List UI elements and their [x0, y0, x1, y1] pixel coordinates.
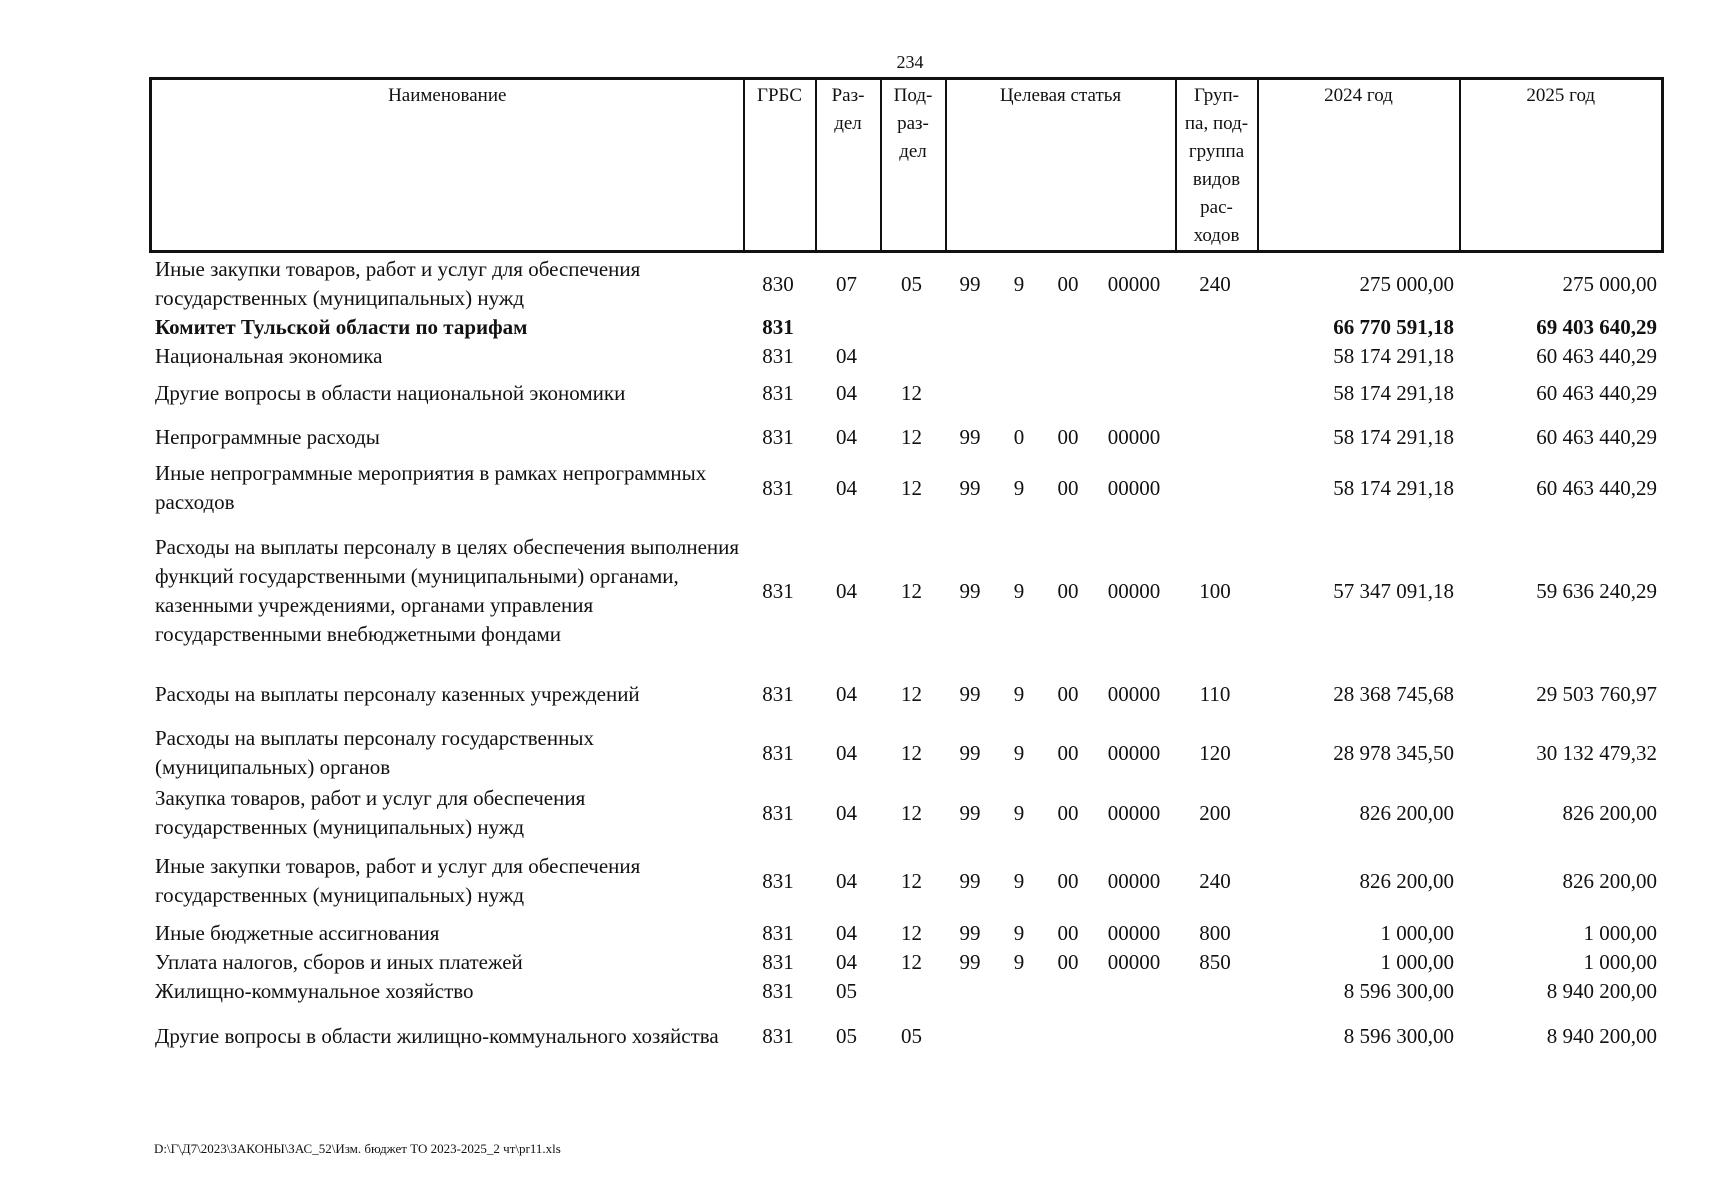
- row-name: Иные бюджетные ассигнования: [155, 921, 440, 945]
- row-amount-2024: 28 368 745,68: [1333, 681, 1454, 706]
- header-grbs: ГРБС: [744, 79, 816, 252]
- row-expense-group: 100: [1199, 578, 1231, 603]
- row-expense-group: [1174, 977, 1256, 1006]
- row-target-direction: 00000: [1107, 740, 1161, 765]
- row-target-program: [944, 371, 996, 415]
- row-target-program: [944, 313, 996, 342]
- row-target-main: 00: [1057, 681, 1079, 706]
- row-target-type: [996, 342, 1042, 371]
- row-amount-2025: 1 000,00: [1583, 950, 1657, 974]
- row-podrazdel: [879, 342, 944, 371]
- row-target-type: 9: [1013, 578, 1025, 603]
- row-name: Другие вопросы в области национальной экономики: [155, 380, 626, 405]
- row-target-main: 00: [1057, 578, 1079, 603]
- row-target-program: [944, 342, 996, 371]
- row-name: Расходы на выплаты персоналу в целях обеспечения выполнения функций государственными (муниципальными) органами, казенными учреждениями, органами управления государственными внебюджетными фондами: [155, 535, 740, 646]
- row-razdel: 04: [836, 800, 857, 825]
- row-podrazdel: 12: [901, 800, 922, 825]
- row-amount-2024: 1 000,00: [1380, 921, 1454, 945]
- row-podrazdel: 12: [901, 950, 922, 974]
- row-amount-2025: 275 000,00: [1562, 271, 1657, 296]
- row-grbs: 831: [762, 475, 794, 500]
- row-target-main: 00: [1057, 950, 1079, 974]
- row-name: Иные непрограммные мероприятия в рамках непрограммных расходов: [155, 461, 707, 514]
- row-name: Комитет Тульской области по тарифам: [155, 315, 528, 339]
- row-name: Жилищно-коммунальное хозяйство: [155, 979, 474, 1003]
- row-expense-group: 110: [1199, 681, 1231, 706]
- table-row: [149, 255, 1661, 313]
- row-target-main: 00: [1057, 800, 1079, 825]
- row-target-program: 99: [959, 921, 981, 945]
- table-row: [149, 371, 1661, 415]
- row-grbs: 831: [762, 424, 794, 449]
- row-target-direction: 00000: [1107, 424, 1161, 449]
- row-target-direction: 00000: [1107, 921, 1161, 945]
- row-razdel: [814, 313, 879, 342]
- row-expense-group: [1174, 342, 1256, 371]
- row-expense-group: 240: [1199, 271, 1231, 296]
- row-target-type: [996, 313, 1042, 342]
- row-amount-2024: 28 978 345,50: [1333, 740, 1454, 765]
- row-grbs: 831: [762, 681, 794, 706]
- header-name: Наименование: [388, 85, 507, 106]
- row-amount-2024: 1 000,00: [1380, 950, 1454, 974]
- row-expense-group: 200: [1199, 800, 1231, 825]
- row-target-program: 99: [959, 740, 981, 765]
- row-name: Закупка товаров, работ и услуг для обеспечения государственных (муниципальных) нужд: [155, 786, 586, 839]
- row-name: Расходы на выплаты персоналу казенных учреждений: [155, 681, 640, 706]
- row-target-program: 99: [959, 271, 981, 296]
- row-amount-2024: 8 596 300,00: [1343, 979, 1454, 1003]
- row-razdel: 05: [836, 979, 857, 1003]
- row-amount-2024: 58 174 291,18: [1333, 475, 1454, 500]
- row-expense-group: [1174, 1006, 1256, 1066]
- row-target-main: [1042, 1006, 1094, 1066]
- row-target-type: 9: [1013, 271, 1025, 296]
- table-row: [149, 415, 1661, 459]
- row-amount-2025: 30 132 479,32: [1536, 740, 1657, 765]
- table-row: [149, 977, 1661, 1006]
- row-amount-2025: 59 636 240,29: [1536, 578, 1657, 603]
- row-podrazdel: [879, 977, 944, 1006]
- table-row: [149, 919, 1661, 948]
- row-expense-group: [1174, 415, 1256, 459]
- row-amount-2025: 60 463 440,29: [1536, 380, 1657, 405]
- row-expense-group: 850: [1199, 950, 1231, 974]
- row-amount-2024: 826 200,00: [1359, 800, 1454, 825]
- row-expense-group: 800: [1199, 921, 1231, 945]
- table-header: [149, 77, 1664, 253]
- row-amount-2025: 826 200,00: [1562, 800, 1657, 825]
- budget-table: [149, 255, 1661, 1066]
- header-razdel: Раз- дел: [816, 79, 881, 252]
- row-podrazdel: 12: [901, 475, 922, 500]
- row-target-program: 99: [959, 475, 981, 500]
- header-group: Груп- па, под- группа видов рас- ходов: [1176, 79, 1258, 252]
- row-podrazdel: 12: [901, 868, 922, 893]
- row-grbs: 831: [762, 740, 794, 765]
- row-name: Национальная экономика: [155, 344, 383, 368]
- row-target-program: [944, 977, 996, 1006]
- row-target-direction: [1094, 977, 1174, 1006]
- row-target-direction: [1094, 371, 1174, 415]
- table-row: [149, 665, 1661, 723]
- row-expense-group: [1174, 459, 1256, 517]
- row-grbs: 831: [762, 1023, 794, 1048]
- row-amount-2025: 1 000,00: [1583, 921, 1657, 945]
- row-name: Иные закупки товаров, работ и услуг для обеспечения государственных (муниципальных) нужд: [155, 854, 641, 907]
- row-name: Иные закупки товаров, работ и услуг для обеспечения государственных (муниципальных) нужд: [155, 257, 641, 310]
- row-name: Непрограммные расходы: [155, 424, 380, 449]
- row-target-direction: 00000: [1107, 271, 1161, 296]
- file-path: D:\Г\Д7\2023\ЗАКОНЫ\ЗАС_52\Изм. бюджет ТО 2023-2025_2 чт\pr11.xls: [154, 1141, 561, 1156]
- row-target-type: 9: [1013, 921, 1025, 945]
- row-name: Расходы на выплаты персоналу государственных (муниципальных) органов: [155, 726, 594, 779]
- row-target-type: [996, 371, 1042, 415]
- row-razdel: 04: [836, 344, 857, 368]
- row-grbs: 831: [762, 578, 794, 603]
- row-amount-2024: 57 347 091,18: [1333, 578, 1454, 603]
- row-amount-2025: 826 200,00: [1562, 868, 1657, 893]
- table-row: [149, 313, 1661, 342]
- row-target-type: [996, 977, 1042, 1006]
- table-row: [149, 1006, 1661, 1066]
- row-amount-2024: 826 200,00: [1359, 868, 1454, 893]
- row-razdel: 04: [836, 578, 857, 603]
- row-podrazdel: 12: [901, 424, 922, 449]
- row-razdel: 05: [836, 1023, 857, 1048]
- row-target-direction: 00000: [1107, 681, 1161, 706]
- row-target-main: 00: [1057, 475, 1079, 500]
- row-target-main: [1042, 313, 1094, 342]
- row-target-main: 00: [1057, 921, 1079, 945]
- row-name: Уплата налогов, сборов и иных платежей: [155, 950, 523, 974]
- row-expense-group: [1174, 313, 1256, 342]
- row-amount-2025: 8 940 200,00: [1546, 979, 1657, 1003]
- row-target-direction: [1094, 313, 1174, 342]
- table-row: [149, 517, 1661, 665]
- row-target-main: [1042, 371, 1094, 415]
- row-target-type: 9: [1013, 475, 1025, 500]
- row-target-direction: 00000: [1107, 868, 1161, 893]
- row-grbs: 830: [762, 271, 794, 296]
- row-target-direction: 00000: [1107, 578, 1161, 603]
- row-target-program: [944, 1006, 996, 1066]
- row-podrazdel: 12: [901, 681, 922, 706]
- row-grbs: 831: [762, 950, 794, 974]
- row-podrazdel: 05: [901, 1023, 922, 1048]
- row-target-main: [1042, 977, 1094, 1006]
- row-grbs: 831: [762, 979, 794, 1003]
- header-2025: 2025 год: [1460, 79, 1663, 252]
- row-target-program: 99: [959, 578, 981, 603]
- row-razdel: 04: [836, 681, 857, 706]
- header-2024: 2024 год: [1258, 79, 1460, 252]
- row-target-type: 9: [1013, 800, 1025, 825]
- row-name: Другие вопросы в области жилищно-коммунального хозяйства: [155, 1023, 719, 1048]
- row-amount-2025: 60 463 440,29: [1536, 344, 1657, 368]
- row-expense-group: 120: [1199, 740, 1231, 765]
- row-razdel: 04: [836, 740, 857, 765]
- row-amount-2025: 8 940 200,00: [1546, 1023, 1657, 1048]
- row-target-direction: 00000: [1107, 950, 1161, 974]
- row-grbs: 831: [762, 921, 794, 945]
- row-target-type: 9: [1013, 950, 1025, 974]
- table-row: [149, 342, 1661, 371]
- row-grbs: 831: [762, 800, 794, 825]
- row-podrazdel: 12: [901, 921, 922, 945]
- row-amount-2024: 58 174 291,18: [1333, 344, 1454, 368]
- row-amount-2024: 8 596 300,00: [1343, 1023, 1454, 1048]
- row-target-main: 00: [1057, 868, 1079, 893]
- row-razdel: 04: [836, 380, 857, 405]
- row-target-type: 9: [1013, 681, 1025, 706]
- row-podrazdel: 12: [901, 380, 922, 405]
- row-target-direction: [1094, 1006, 1174, 1066]
- table-row: [149, 459, 1661, 517]
- row-razdel: 04: [836, 868, 857, 893]
- row-target-program: 99: [959, 681, 981, 706]
- header-target: Целевая статья: [946, 79, 1176, 252]
- table-row: [149, 948, 1661, 977]
- row-amount-2024: 275 000,00: [1359, 271, 1454, 296]
- row-target-main: 00: [1057, 271, 1079, 296]
- row-amount-2025: 69 403 640,29: [1536, 315, 1657, 339]
- row-razdel: 07: [836, 271, 857, 296]
- row-target-main: [1042, 342, 1094, 371]
- row-target-direction: 00000: [1107, 800, 1161, 825]
- row-target-direction: [1094, 342, 1174, 371]
- row-amount-2025: 29 503 760,97: [1536, 681, 1657, 706]
- row-amount-2025: 60 463 440,29: [1536, 475, 1657, 500]
- table-row: [149, 723, 1661, 783]
- row-target-program: 99: [959, 424, 981, 449]
- row-grbs: 831: [762, 344, 794, 368]
- row-razdel: 04: [836, 424, 857, 449]
- row-razdel: 04: [836, 475, 857, 500]
- row-podrazdel: 12: [901, 578, 922, 603]
- header-podrazdel: Под- раз- дел: [881, 79, 946, 252]
- page-number: 234: [896, 52, 924, 72]
- row-razdel: 04: [836, 921, 857, 945]
- row-amount-2025: 60 463 440,29: [1536, 424, 1657, 449]
- row-target-direction: 00000: [1107, 475, 1161, 500]
- table-row: [149, 783, 1661, 843]
- row-amount-2024: 66 770 591,18: [1333, 315, 1454, 339]
- row-expense-group: 240: [1199, 868, 1231, 893]
- row-podrazdel: 05: [901, 271, 922, 296]
- row-podrazdel: 12: [901, 740, 922, 765]
- row-target-program: 99: [959, 950, 981, 974]
- row-target-type: [996, 1006, 1042, 1066]
- row-podrazdel: [879, 313, 944, 342]
- row-target-program: 99: [959, 800, 981, 825]
- row-amount-2024: 58 174 291,18: [1333, 380, 1454, 405]
- row-target-type: 0: [1013, 424, 1025, 449]
- row-target-main: 00: [1057, 424, 1079, 449]
- row-grbs: 831: [762, 868, 794, 893]
- row-target-main: 00: [1057, 740, 1079, 765]
- row-grbs: 831: [762, 380, 794, 405]
- row-target-program: 99: [959, 868, 981, 893]
- row-grbs: 831: [762, 315, 794, 339]
- row-target-type: 9: [1013, 740, 1025, 765]
- table-row: [149, 843, 1661, 919]
- row-expense-group: [1174, 371, 1256, 415]
- row-razdel: 04: [836, 950, 857, 974]
- row-amount-2024: 58 174 291,18: [1333, 424, 1454, 449]
- row-target-type: 9: [1013, 868, 1025, 893]
